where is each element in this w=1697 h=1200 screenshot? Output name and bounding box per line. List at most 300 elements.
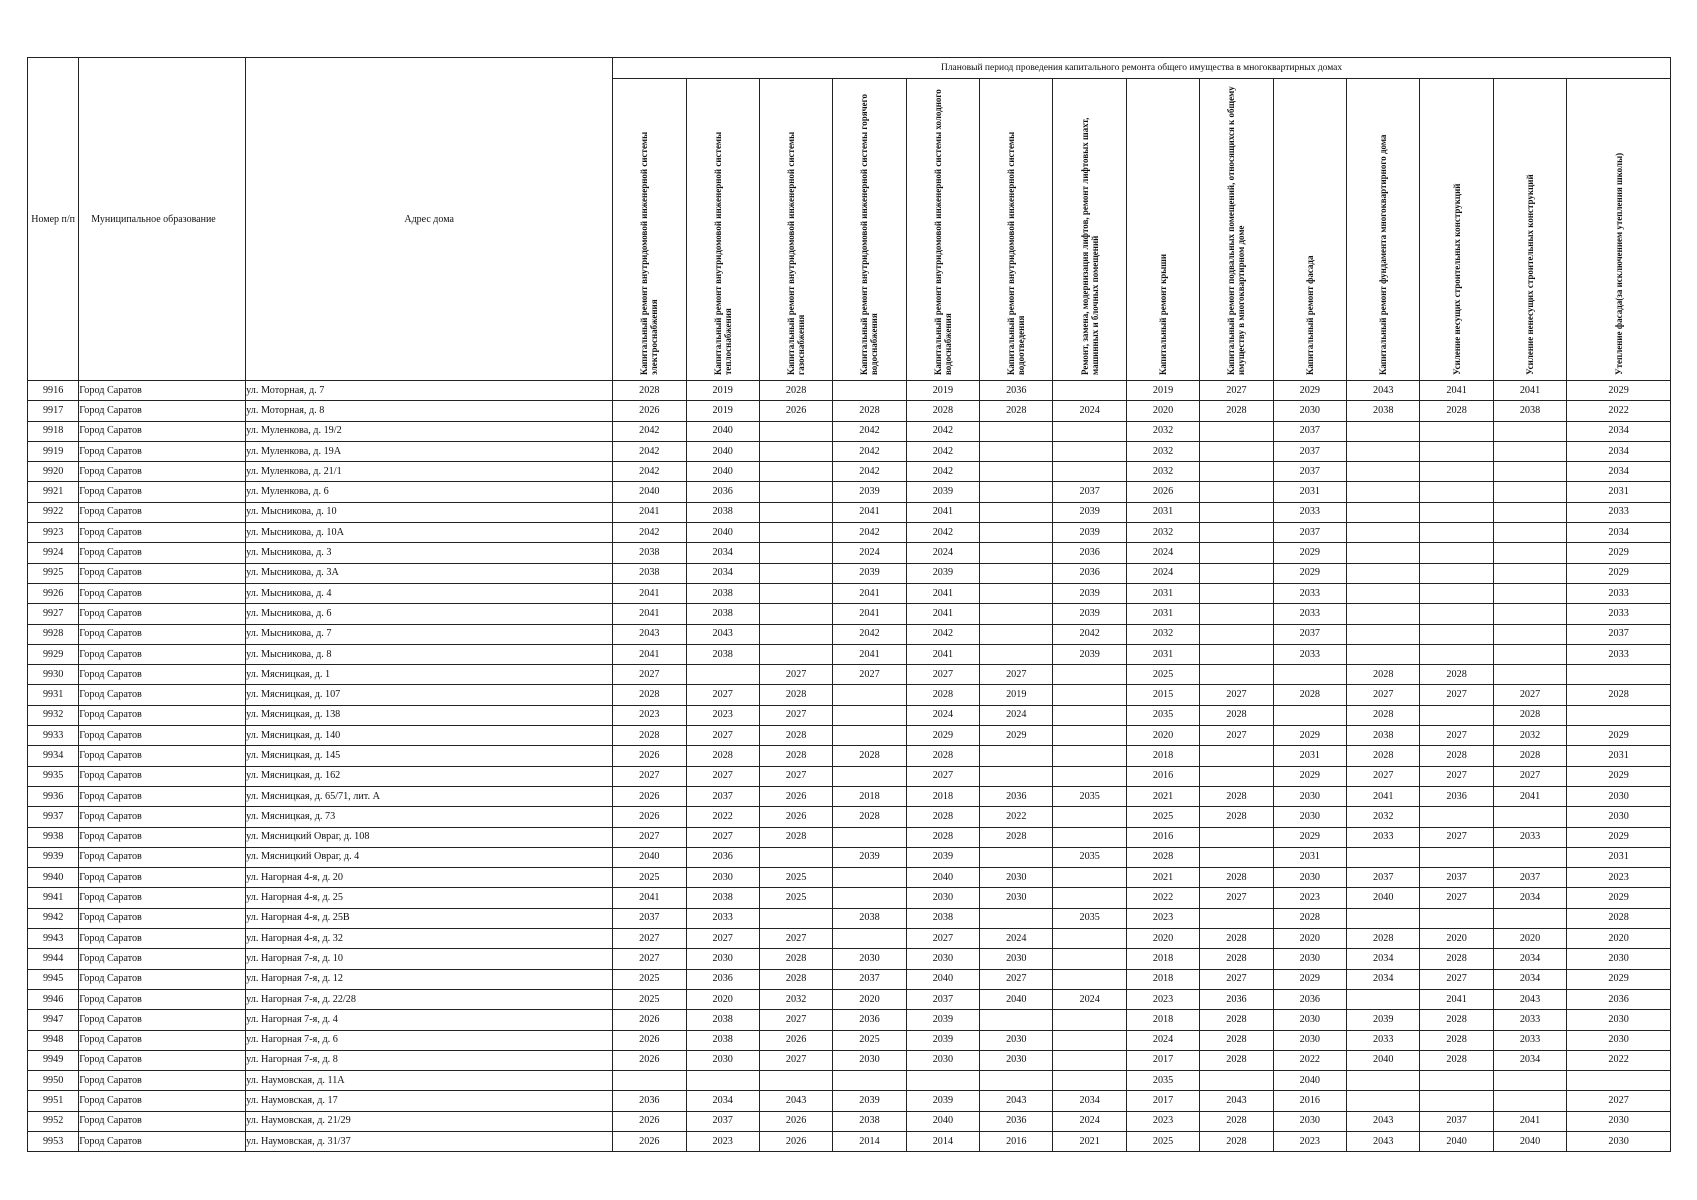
table-body (28, 381, 1671, 1152)
row-year-cell: 2028 (906, 827, 979, 847)
row-year-cell: 2041 (1493, 786, 1566, 806)
row-year-cell: 2027 (759, 705, 832, 725)
row-year-cell: 2029 (1273, 726, 1346, 746)
row-year-cell: 2028 (1273, 908, 1346, 928)
row-year-cell: 2019 (980, 685, 1053, 705)
row-number: 9946 (28, 989, 79, 1009)
row-year-cell: 2038 (686, 583, 759, 603)
row-year-cell: 2025 (613, 969, 686, 989)
row-year-cell (1200, 624, 1273, 644)
row-year-cell (980, 421, 1053, 441)
row-year-cell: 2034 (1567, 523, 1671, 543)
table-row (28, 929, 1671, 949)
row-address: ул. Мысникова, д. 6 (246, 604, 613, 624)
row-year-cell: 2041 (906, 604, 979, 624)
row-year-cell: 2025 (1126, 1131, 1199, 1151)
row-year-cell: 2041 (1420, 989, 1493, 1009)
row-year-cell: 2027 (686, 726, 759, 746)
row-year-cell: 2028 (1420, 1030, 1493, 1050)
row-year-cell: 2028 (1200, 786, 1273, 806)
row-year-cell: 2041 (906, 502, 979, 522)
row-number: 9939 (28, 847, 79, 867)
row-municipality: Город Саратов (79, 624, 246, 644)
row-number: 9931 (28, 685, 79, 705)
row-year-cell: 2034 (1567, 441, 1671, 461)
row-year-cell (759, 482, 832, 502)
row-year-cell: 2023 (686, 705, 759, 725)
row-year-cell: 2030 (1567, 1010, 1671, 1030)
row-year-cell: 2030 (980, 868, 1053, 888)
row-year-cell (1053, 381, 1126, 401)
row-municipality: Город Саратов (79, 583, 246, 603)
row-year-cell: 2036 (1567, 989, 1671, 1009)
row-number: 9929 (28, 644, 79, 664)
row-year-cell (1200, 421, 1273, 441)
row-year-cell: 2038 (613, 563, 686, 583)
row-year-cell: 2028 (906, 746, 979, 766)
row-year-cell (1420, 624, 1493, 644)
row-year-cell (833, 381, 906, 401)
row-year-cell: 2023 (1126, 989, 1199, 1009)
row-year-cell: 2029 (1567, 563, 1671, 583)
row-year-cell: 2039 (906, 847, 979, 867)
table-row (28, 726, 1671, 746)
row-year-cell (1347, 624, 1420, 644)
row-year-cell: 2032 (1347, 807, 1420, 827)
table-row (28, 685, 1671, 705)
row-year-cell: 2034 (1347, 949, 1420, 969)
table-row (28, 1010, 1671, 1030)
row-number: 9942 (28, 908, 79, 928)
row-year-cell: 2023 (1126, 1111, 1199, 1131)
row-year-cell: 2027 (1420, 888, 1493, 908)
row-municipality: Город Саратов (79, 726, 246, 746)
row-year-cell: 2033 (1493, 1030, 1566, 1050)
row-year-cell (1053, 1010, 1126, 1030)
header-work-type (1493, 79, 1566, 381)
row-year-cell: 2038 (1347, 726, 1420, 746)
row-number: 9935 (28, 766, 79, 786)
row-year-cell: 2038 (686, 1010, 759, 1030)
row-year-cell: 2029 (1273, 381, 1346, 401)
row-number: 9918 (28, 421, 79, 441)
row-year-cell (980, 908, 1053, 928)
row-year-cell: 2038 (833, 1111, 906, 1131)
row-year-cell: 2041 (906, 644, 979, 664)
row-year-cell (1200, 441, 1273, 461)
row-year-cell: 2038 (1493, 401, 1566, 421)
row-year-cell: 2030 (906, 888, 979, 908)
row-year-cell: 2028 (1420, 1010, 1493, 1030)
row-year-cell (1200, 462, 1273, 482)
row-year-cell (759, 604, 832, 624)
header-work-type-label: Капитальный ремонт внутридомовой инженерной системы холодного водоснабжения (932, 88, 953, 375)
row-year-cell: 2043 (686, 624, 759, 644)
row-year-cell: 2028 (1567, 685, 1671, 705)
row-year-cell: 2040 (613, 847, 686, 867)
row-municipality: Город Саратов (79, 441, 246, 461)
table-row (28, 969, 1671, 989)
row-year-cell (1347, 989, 1420, 1009)
row-year-cell: 2019 (686, 401, 759, 421)
row-year-cell (1493, 482, 1566, 502)
row-year-cell: 2028 (1200, 705, 1273, 725)
row-address: ул. Мысникова, д. 7 (246, 624, 613, 644)
row-number: 9952 (28, 1111, 79, 1131)
row-year-cell: 2021 (1126, 868, 1199, 888)
row-year-cell: 2039 (906, 563, 979, 583)
row-year-cell: 2029 (1567, 766, 1671, 786)
row-year-cell: 2027 (1200, 726, 1273, 746)
row-year-cell: 2040 (613, 482, 686, 502)
row-year-cell: 2022 (1567, 1050, 1671, 1070)
row-year-cell (759, 523, 832, 543)
row-year-cell: 2041 (1347, 786, 1420, 806)
row-year-cell: 2018 (1126, 969, 1199, 989)
table-row (28, 421, 1671, 441)
row-year-cell (906, 1071, 979, 1091)
row-year-cell: 2023 (1273, 888, 1346, 908)
row-year-cell (1347, 462, 1420, 482)
header-work-type-label: Капитальный ремонт крыши (1158, 253, 1169, 375)
table-row (28, 807, 1671, 827)
row-year-cell (1567, 705, 1671, 725)
row-address: ул. Мясницкая, д. 65/71, лит. А (246, 786, 613, 806)
row-year-cell: 2033 (1493, 1010, 1566, 1030)
row-year-cell (833, 726, 906, 746)
row-year-cell: 2036 (1273, 989, 1346, 1009)
row-number: 9930 (28, 665, 79, 685)
row-year-cell: 2040 (1347, 888, 1420, 908)
row-year-cell (980, 766, 1053, 786)
row-year-cell (980, 502, 1053, 522)
header-work-type-label: Капитальный ремонт внутридомовой инженерной системы горячего водоснабжения (859, 93, 880, 375)
row-year-cell (1200, 604, 1273, 624)
row-year-cell: 2028 (1200, 1111, 1273, 1131)
row-year-cell: 2040 (686, 421, 759, 441)
header-work-type-label: Капитальный ремонт внутридомовой инженерной системы теплоснабжения (712, 131, 733, 375)
row-year-cell: 2037 (1273, 421, 1346, 441)
row-year-cell: 2036 (686, 482, 759, 502)
header-work-type-label: Утепление фасада(за исключением утепления школы) (1613, 152, 1624, 375)
row-year-cell: 2038 (833, 908, 906, 928)
row-year-cell: 2028 (1126, 847, 1199, 867)
row-year-cell: 2027 (906, 665, 979, 685)
row-year-cell: 2030 (1567, 1030, 1671, 1050)
row-year-cell: 2036 (1420, 786, 1493, 806)
row-year-cell: 2030 (833, 1050, 906, 1070)
row-year-cell: 2030 (1567, 786, 1671, 806)
row-year-cell (1053, 1071, 1126, 1091)
table-row (28, 644, 1671, 664)
row-year-cell (1347, 847, 1420, 867)
table-row (28, 1050, 1671, 1070)
row-year-cell (833, 1071, 906, 1091)
row-year-cell: 2041 (833, 604, 906, 624)
row-year-cell: 2036 (686, 969, 759, 989)
row-year-cell: 2033 (1273, 502, 1346, 522)
row-year-cell: 2040 (1273, 1071, 1346, 1091)
row-year-cell: 2026 (759, 1111, 832, 1131)
row-year-cell: 2017 (1126, 1091, 1199, 1111)
row-year-cell (1347, 604, 1420, 624)
row-municipality: Город Саратов (79, 908, 246, 928)
row-year-cell: 2027 (1493, 766, 1566, 786)
row-year-cell: 2028 (1420, 1050, 1493, 1070)
row-year-cell: 2032 (1126, 421, 1199, 441)
row-year-cell: 2029 (1273, 543, 1346, 563)
row-year-cell: 2028 (980, 827, 1053, 847)
row-year-cell: 2042 (833, 523, 906, 543)
row-year-cell (1053, 421, 1126, 441)
row-address: ул. Нагорная 4-я, д. 32 (246, 929, 613, 949)
header-num: Номер п/п (28, 58, 79, 381)
row-year-cell: 2027 (613, 827, 686, 847)
row-number: 9938 (28, 827, 79, 847)
row-year-cell: 2031 (1567, 847, 1671, 867)
row-number: 9933 (28, 726, 79, 746)
row-year-cell: 2041 (1420, 381, 1493, 401)
row-year-cell (1493, 441, 1566, 461)
row-year-cell: 2032 (759, 989, 832, 1009)
row-year-cell (759, 1071, 832, 1091)
row-year-cell (1493, 807, 1566, 827)
row-year-cell: 2042 (906, 462, 979, 482)
row-year-cell: 2039 (833, 563, 906, 583)
row-address: ул. Нагорная 7-я, д. 22/28 (246, 989, 613, 1009)
row-number: 9949 (28, 1050, 79, 1070)
row-year-cell (1200, 1071, 1273, 1091)
row-year-cell: 2033 (1493, 827, 1566, 847)
row-year-cell (1347, 482, 1420, 502)
row-year-cell: 2023 (613, 705, 686, 725)
row-year-cell: 2018 (1126, 949, 1199, 969)
row-year-cell (759, 847, 832, 867)
row-year-cell (1053, 726, 1126, 746)
row-address: ул. Муленкова, д. 6 (246, 482, 613, 502)
row-year-cell (980, 563, 1053, 583)
row-year-cell: 2030 (686, 949, 759, 969)
row-year-cell: 2040 (1420, 1131, 1493, 1151)
row-year-cell: 2027 (759, 1010, 832, 1030)
row-year-cell: 2023 (1126, 908, 1199, 928)
row-number: 9932 (28, 705, 79, 725)
row-year-cell (1493, 462, 1566, 482)
row-year-cell (980, 644, 1053, 664)
row-year-cell: 2036 (1053, 543, 1126, 563)
row-year-cell: 2030 (1567, 1131, 1671, 1151)
row-year-cell: 2027 (1420, 685, 1493, 705)
row-year-cell: 2027 (613, 665, 686, 685)
row-year-cell: 2028 (1200, 929, 1273, 949)
row-number: 9928 (28, 624, 79, 644)
row-year-cell: 2039 (906, 482, 979, 502)
row-year-cell (1493, 502, 1566, 522)
row-year-cell (686, 1071, 759, 1091)
row-year-cell (1567, 665, 1671, 685)
row-year-cell: 2033 (1273, 604, 1346, 624)
row-year-cell: 2042 (613, 462, 686, 482)
row-year-cell: 2032 (1126, 523, 1199, 543)
row-year-cell (759, 644, 832, 664)
row-year-cell (1200, 766, 1273, 786)
row-year-cell: 2027 (1347, 685, 1420, 705)
row-year-cell: 2039 (833, 1091, 906, 1111)
row-year-cell: 2027 (686, 766, 759, 786)
row-number: 9924 (28, 543, 79, 563)
row-year-cell: 2028 (906, 807, 979, 827)
row-year-cell: 2028 (1347, 705, 1420, 725)
row-year-cell: 2031 (1567, 746, 1671, 766)
row-year-cell: 2040 (686, 523, 759, 543)
row-year-cell: 2028 (1200, 1010, 1273, 1030)
row-year-cell: 2035 (1126, 705, 1199, 725)
row-year-cell (980, 746, 1053, 766)
row-year-cell (1053, 746, 1126, 766)
row-year-cell: 2027 (980, 665, 1053, 685)
row-year-cell: 2027 (906, 929, 979, 949)
row-year-cell: 2032 (1126, 441, 1199, 461)
row-year-cell: 2026 (613, 786, 686, 806)
row-year-cell: 2040 (686, 441, 759, 461)
row-municipality: Город Саратов (79, 1030, 246, 1050)
row-year-cell: 2027 (686, 929, 759, 949)
row-year-cell (759, 462, 832, 482)
row-year-cell: 2039 (1053, 604, 1126, 624)
table-row (28, 441, 1671, 461)
row-year-cell: 2019 (686, 381, 759, 401)
row-year-cell: 2022 (980, 807, 1053, 827)
row-year-cell: 2034 (1567, 462, 1671, 482)
row-year-cell: 2029 (1567, 726, 1671, 746)
row-year-cell: 2028 (1493, 746, 1566, 766)
row-year-cell (759, 441, 832, 461)
row-year-cell: 2034 (1493, 888, 1566, 908)
row-year-cell: 2031 (1273, 847, 1346, 867)
row-year-cell: 2024 (1053, 989, 1126, 1009)
row-year-cell: 2020 (1126, 401, 1199, 421)
table-row (28, 401, 1671, 421)
row-year-cell: 2043 (1347, 1131, 1420, 1151)
row-year-cell: 2025 (1126, 665, 1199, 685)
row-year-cell: 2030 (686, 1050, 759, 1070)
row-municipality: Город Саратов (79, 685, 246, 705)
row-year-cell (1420, 462, 1493, 482)
row-year-cell: 2023 (1567, 868, 1671, 888)
row-year-cell: 2040 (980, 989, 1053, 1009)
table-row (28, 1131, 1671, 1151)
row-year-cell: 2028 (1420, 746, 1493, 766)
row-year-cell: 2030 (1567, 807, 1671, 827)
header-work-type (906, 79, 979, 381)
row-municipality: Город Саратов (79, 482, 246, 502)
row-address: ул. Мысникова, д. 3 (246, 543, 613, 563)
header-work-type (980, 79, 1053, 381)
row-number: 9944 (28, 949, 79, 969)
row-year-cell: 2041 (613, 604, 686, 624)
row-address: ул. Муленкова, д. 19/2 (246, 421, 613, 441)
row-year-cell: 2028 (759, 969, 832, 989)
row-year-cell (1200, 563, 1273, 583)
row-year-cell: 2016 (1126, 827, 1199, 847)
row-year-cell: 2025 (613, 868, 686, 888)
row-year-cell: 2018 (1126, 746, 1199, 766)
row-year-cell: 2028 (759, 685, 832, 705)
header-work-type (1420, 79, 1493, 381)
row-year-cell: 2030 (1273, 868, 1346, 888)
row-year-cell: 2038 (686, 888, 759, 908)
row-year-cell: 2030 (1273, 401, 1346, 421)
row-year-cell: 2025 (833, 1030, 906, 1050)
row-number: 9948 (28, 1030, 79, 1050)
row-year-cell: 2023 (686, 1131, 759, 1151)
row-year-cell: 2017 (1126, 1050, 1199, 1070)
row-year-cell: 2030 (906, 1050, 979, 1070)
row-address: ул. Мясницкая, д. 140 (246, 726, 613, 746)
row-year-cell: 2030 (1273, 786, 1346, 806)
row-year-cell (1420, 604, 1493, 624)
row-year-cell: 2035 (1053, 786, 1126, 806)
row-year-cell: 2042 (906, 624, 979, 644)
row-year-cell: 2028 (613, 381, 686, 401)
row-year-cell (1567, 1071, 1671, 1091)
row-year-cell: 2026 (759, 807, 832, 827)
row-year-cell (759, 908, 832, 928)
header-work-type-label: Усиление ненесущих строительных конструкций (1525, 173, 1535, 375)
row-number: 9917 (28, 401, 79, 421)
row-municipality: Город Саратов (79, 502, 246, 522)
row-year-cell (1053, 868, 1126, 888)
row-year-cell: 2037 (1273, 624, 1346, 644)
row-year-cell (1347, 523, 1420, 543)
row-year-cell (1053, 1050, 1126, 1070)
table-row (28, 1071, 1671, 1091)
row-year-cell: 2025 (759, 888, 832, 908)
row-year-cell: 2031 (1273, 482, 1346, 502)
row-year-cell: 2027 (1420, 827, 1493, 847)
row-year-cell: 2028 (1200, 1050, 1273, 1070)
row-year-cell: 2041 (833, 583, 906, 603)
row-year-cell (1347, 908, 1420, 928)
row-year-cell: 2040 (906, 868, 979, 888)
row-year-cell (1420, 908, 1493, 928)
row-year-cell: 2039 (833, 482, 906, 502)
row-year-cell: 2026 (613, 1131, 686, 1151)
table-row (28, 462, 1671, 482)
row-number: 9937 (28, 807, 79, 827)
row-municipality: Город Саратов (79, 563, 246, 583)
row-year-cell: 2035 (1126, 1071, 1199, 1091)
row-year-cell (1053, 929, 1126, 949)
row-year-cell: 2024 (833, 543, 906, 563)
row-year-cell: 2037 (1273, 462, 1346, 482)
row-year-cell: 2026 (613, 1111, 686, 1131)
row-year-cell: 2020 (833, 989, 906, 1009)
row-year-cell: 2016 (1126, 766, 1199, 786)
row-address: ул. Мясницкая, д. 162 (246, 766, 613, 786)
row-year-cell: 2041 (833, 644, 906, 664)
row-year-cell: 2037 (1420, 1111, 1493, 1131)
row-year-cell: 2029 (1567, 969, 1671, 989)
row-year-cell (1347, 1071, 1420, 1091)
table-row (28, 908, 1671, 928)
row-year-cell (833, 888, 906, 908)
row-year-cell: 2034 (686, 1091, 759, 1111)
row-year-cell (1053, 462, 1126, 482)
row-year-cell: 2042 (613, 421, 686, 441)
row-year-cell: 2024 (980, 705, 1053, 725)
row-year-cell: 2037 (906, 989, 979, 1009)
